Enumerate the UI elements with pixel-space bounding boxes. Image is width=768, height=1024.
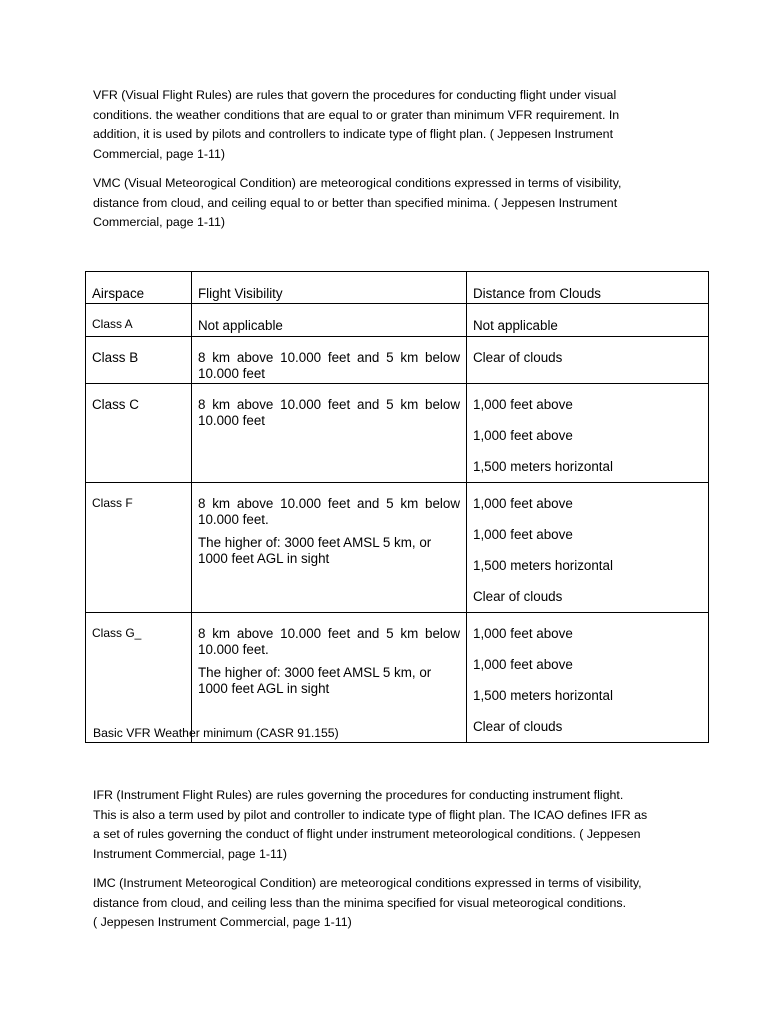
clouds-class-g (467, 613, 709, 743)
table-caption: Basic VFR Weather minimum (CASR 91.155) (93, 726, 339, 740)
airspace-class-g: Class G_ (86, 613, 192, 743)
vfr-definition-paragraph: VFR (Visual Flight Rules) are rules that govern the procedures for conducting flight under visual conditions. the weather conditions that are equal to or grater than minimum VFR requirement. In addition, it is used by pilots and controllers to indicate type of flight plan. ( Jeppesen Instrument Commercial, page 1-11) (93, 88, 620, 161)
clouds-line: 1,000 feet above (473, 657, 573, 672)
visibility-text: 8 km above 10.000 feet and 5 km below 10.000 feet. (198, 626, 460, 657)
visibility-note: The higher of: 3000 feet AMSL 5 km, or 1000 feet AGL in sight (198, 535, 432, 566)
header-flight-visibility: Flight Visibility (192, 272, 467, 304)
clouds-line: 1,000 feet above (473, 397, 573, 412)
table-row (86, 384, 709, 483)
clouds-class-b (467, 337, 709, 384)
airspace-class-a: Class A (86, 304, 192, 337)
clouds-class-a (467, 304, 709, 337)
table-row (86, 613, 709, 743)
table-header-row (86, 272, 709, 304)
vmc-definition-paragraph: VMC (Visual Meteorogical Condition) are meteorogical conditions expressed in terms of visibility, distance from cloud, and ceiling equal to or better than specified minima. ( Jeppesen Instrument Commercial, page 1-11) (93, 176, 622, 229)
table-row (86, 304, 709, 337)
ifr-definition-paragraph: IFR (Instrument Flight Rules) are rules governing the procedures for conducting instrument flight. This is also a term used by pilot and controller to indicate type of flight plan. The ICAO defines IFR as a set of rules governing the conduct of flight under instrument meteorological conditions. ( Jeppesen Instrument Commercial, page 1-11) (93, 788, 648, 861)
airspace-class-b: Class B (86, 337, 192, 384)
visibility-text: 8 km above 10.000 feet and 5 km below 10.000 feet. (198, 496, 460, 527)
table-row (86, 483, 709, 613)
clouds-line: 1,000 feet above (473, 626, 573, 641)
clouds-line: 1,000 feet above (473, 496, 573, 511)
clouds-line: 1,500 meters horizontal (473, 558, 613, 573)
visibility-class-b: 8 km above 10.000 feet and 5 km below 10.000 feet (192, 337, 467, 384)
airspace-class-c: Class C (86, 384, 192, 483)
header-airspace: Airspace (86, 272, 192, 304)
vfr-weather-minimum-table (85, 271, 709, 743)
clouds-line: 1,500 meters horizontal (473, 459, 613, 474)
clouds-line: Clear of clouds (473, 589, 563, 604)
clouds-line: Not applicable (473, 318, 558, 333)
airspace-class-f: Class F (86, 483, 192, 613)
table-row (86, 337, 709, 384)
visibility-class-c: 8 km above 10.000 feet and 5 km below 10.000 feet (192, 384, 467, 483)
clouds-line: 1,500 meters horizontal (473, 688, 613, 703)
clouds-class-f (467, 483, 709, 613)
clouds-line: Clear of clouds (473, 719, 563, 734)
clouds-line: Clear of clouds (473, 350, 563, 365)
header-distance-from-clouds: Distance from Clouds (467, 272, 709, 304)
clouds-class-c (467, 384, 709, 483)
visibility-class-g (192, 613, 467, 743)
visibility-class-a: Not applicable (192, 304, 467, 337)
visibility-class-f (192, 483, 467, 613)
clouds-line: 1,000 feet above (473, 428, 573, 443)
visibility-note: The higher of: 3000 feet AMSL 5 km, or 1000 feet AGL in sight (198, 665, 432, 696)
imc-definition-paragraph: IMC (Instrument Meteorogical Condition) are meteorogical conditions expressed in terms of visibility, distance from cloud, and ceiling less than the minima specified for visual meteorogical conditions. ( Jeppesen Instrument Commercial, page 1-11) (93, 876, 642, 929)
clouds-line: 1,000 feet above (473, 527, 573, 542)
